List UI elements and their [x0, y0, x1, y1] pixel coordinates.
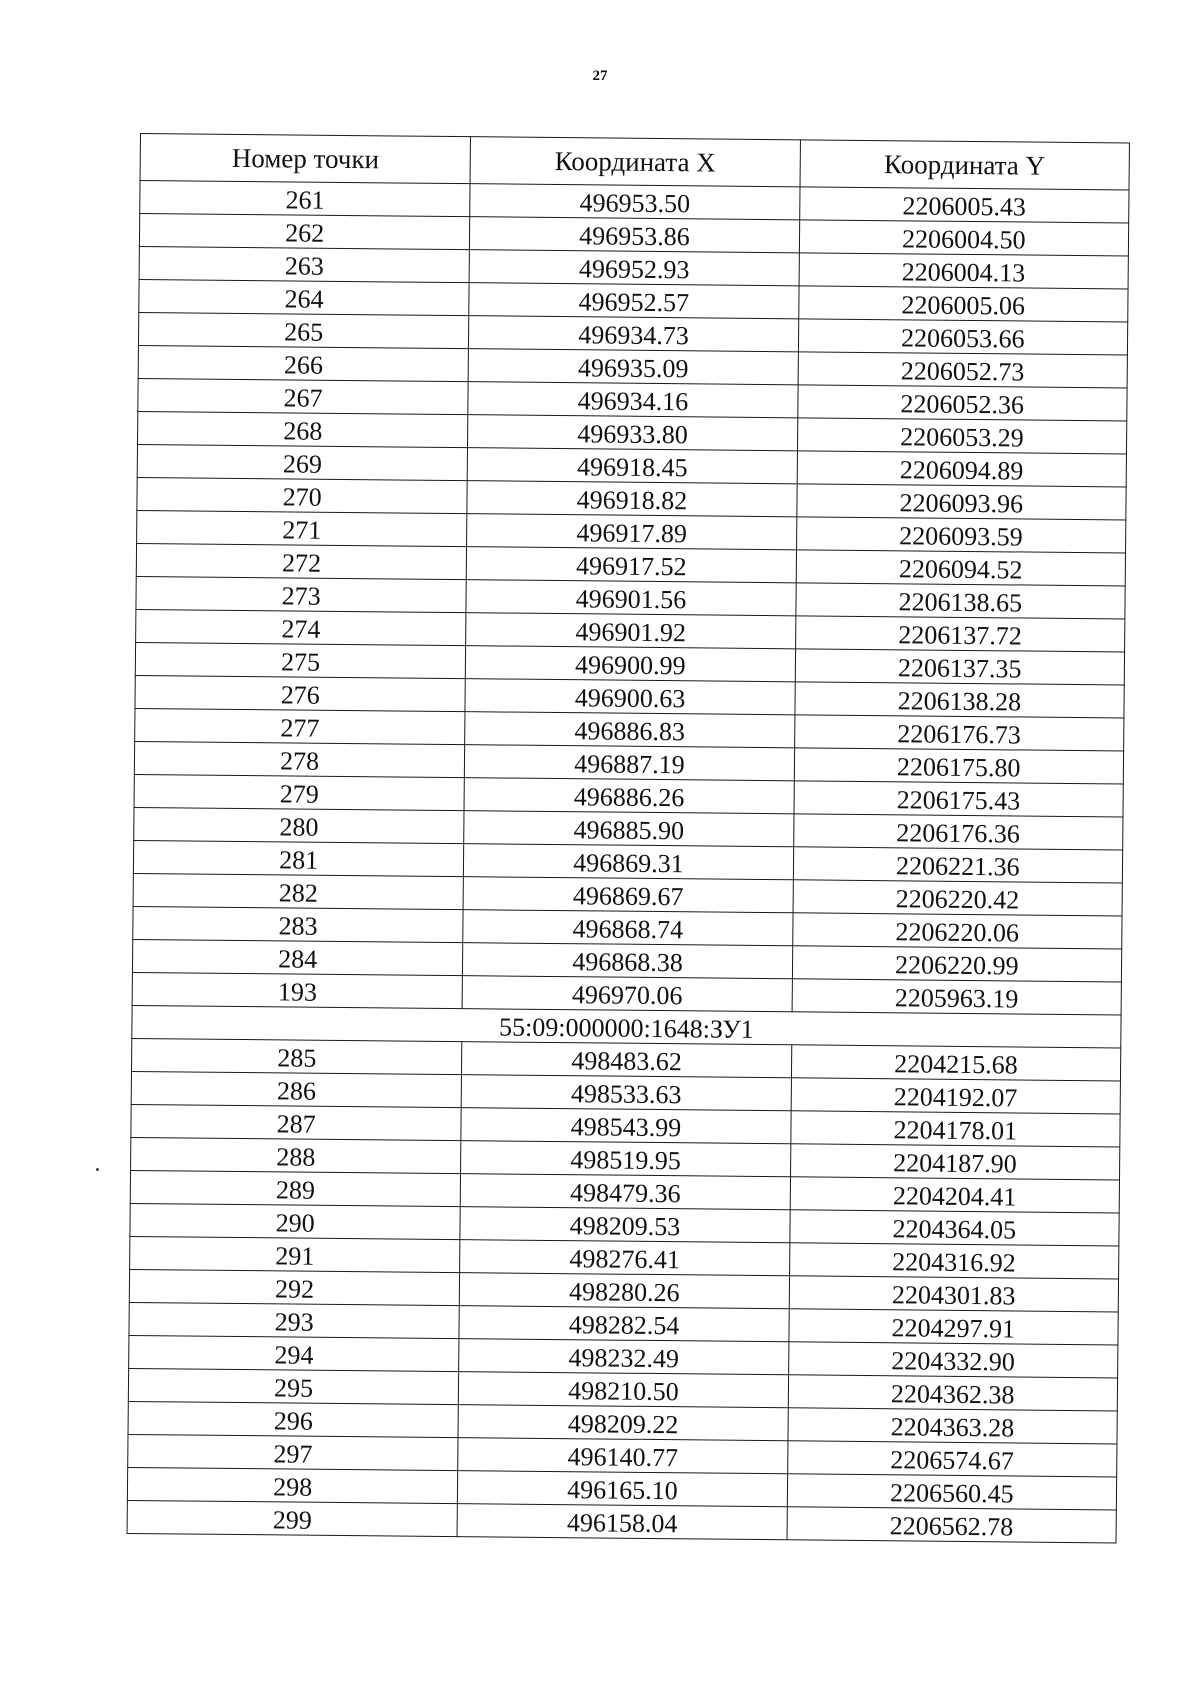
coordinate-y-cell: 2204301.83	[789, 1276, 1119, 1312]
point-number-cell: 293	[129, 1302, 460, 1338]
coordinate-y-cell: 2206004.13	[799, 253, 1129, 289]
header-coordinate-x: Координата X	[470, 137, 800, 187]
coordinate-y-cell: 2204364.05	[790, 1210, 1120, 1246]
coordinate-y-cell: 2206093.59	[796, 517, 1126, 553]
coordinate-y-cell: 2206560.45	[787, 1474, 1117, 1510]
section-title: 55:09:000000:1648:ЗУ1	[132, 1005, 1121, 1047]
coordinate-x-cell: 496952.93	[469, 250, 799, 286]
coordinate-y-cell: 2206137.72	[795, 616, 1125, 652]
coordinate-y-cell: 2206220.06	[792, 913, 1122, 949]
point-number-cell: 266	[138, 345, 469, 381]
point-number-cell: 290	[130, 1203, 461, 1239]
page-number: 27	[592, 68, 608, 84]
coordinate-y-cell: 2206004.50	[799, 220, 1129, 256]
point-number-cell: 279	[134, 774, 465, 810]
coordinate-x-cell: 496887.19	[465, 745, 795, 781]
coordinate-x-cell: 496868.74	[463, 910, 793, 946]
coordinate-x-cell: 498543.99	[461, 1108, 791, 1144]
point-number-cell: 292	[129, 1269, 460, 1305]
coordinate-x-cell: 498280.26	[460, 1273, 790, 1309]
point-number-cell: 269	[137, 444, 468, 480]
coordinate-x-cell: 496140.77	[458, 1438, 788, 1474]
point-number-cell: 271	[137, 510, 468, 546]
coordinate-y-cell: 2206138.28	[795, 682, 1125, 718]
coordinate-y-cell: 2206053.66	[798, 319, 1128, 355]
coordinate-y-cell: 2206220.42	[793, 880, 1123, 916]
coordinate-x-cell: 496868.38	[463, 943, 793, 979]
coordinate-x-cell: 496953.50	[470, 184, 800, 220]
coordinate-x-cell: 496952.57	[469, 283, 799, 319]
point-number-cell: 298	[127, 1467, 458, 1503]
point-number-cell: 287	[131, 1104, 462, 1140]
point-number-cell: 274	[136, 609, 467, 645]
coordinate-x-cell: 496935.09	[468, 349, 798, 385]
coordinate-x-cell: 496934.16	[468, 382, 798, 418]
point-number-cell: 275	[135, 642, 466, 678]
point-number-cell: 295	[128, 1368, 459, 1404]
coordinate-x-cell: 496970.06	[462, 976, 792, 1012]
coordinate-x-cell: 496900.63	[465, 679, 795, 715]
point-number-cell: 285	[131, 1038, 462, 1074]
coordinate-x-cell: 496933.80	[468, 415, 798, 451]
coordinate-y-cell: 2204363.28	[788, 1408, 1118, 1444]
point-number-cell: 284	[132, 939, 463, 975]
coordinate-y-cell: 2206052.73	[798, 352, 1128, 388]
point-number-cell: 288	[131, 1137, 462, 1173]
coordinate-y-cell: 2206562.78	[787, 1507, 1117, 1543]
coordinate-y-cell: 2204204.41	[790, 1177, 1120, 1213]
coordinate-x-cell: 496901.92	[466, 613, 796, 649]
coordinate-x-cell: 498479.36	[461, 1174, 791, 1210]
scan-speck	[96, 1168, 99, 1171]
coordinate-y-cell: 2206176.73	[794, 715, 1124, 751]
coordinate-x-cell: 498519.95	[461, 1141, 791, 1177]
point-number-cell: 193	[132, 972, 463, 1008]
coordinate-y-cell: 2204215.68	[791, 1045, 1121, 1081]
coordinate-y-cell: 2204178.01	[790, 1111, 1120, 1147]
coordinate-y-cell: 2206138.65	[796, 583, 1126, 619]
coordinate-y-cell: 2206176.36	[793, 814, 1123, 850]
coordinate-x-cell: 496917.52	[467, 547, 797, 583]
point-number-cell: 264	[139, 279, 470, 315]
coordinate-y-cell: 2204187.90	[790, 1144, 1120, 1180]
point-number-cell: 286	[131, 1071, 462, 1107]
coordinate-x-cell: 496900.99	[466, 646, 796, 682]
coordinate-x-cell: 498483.62	[462, 1042, 792, 1078]
point-number-cell: 283	[133, 906, 464, 942]
point-number-cell: 270	[137, 477, 468, 513]
coordinate-x-cell: 496869.67	[463, 877, 793, 913]
coordinate-x-cell: 498209.22	[458, 1405, 788, 1441]
point-number-cell: 281	[133, 840, 464, 876]
point-number-cell: 276	[135, 675, 466, 711]
coordinate-y-cell: 2206005.43	[799, 187, 1129, 223]
coordinate-x-cell: 496165.10	[458, 1471, 788, 1507]
coordinates-table	[127, 133, 1130, 1543]
coordinate-x-cell: 498533.63	[461, 1075, 791, 1111]
point-number-cell: 278	[134, 741, 465, 777]
point-number-cell: 263	[139, 246, 470, 282]
point-number-cell: 282	[133, 873, 464, 909]
table-body	[127, 181, 1129, 1543]
coordinate-x-cell: 496886.26	[464, 778, 794, 814]
coordinate-y-cell: 2204192.07	[791, 1078, 1121, 1114]
coordinate-x-cell: 498209.53	[460, 1207, 790, 1243]
coordinate-x-cell: 496934.73	[469, 316, 799, 352]
coordinate-y-cell: 2206094.89	[797, 451, 1127, 487]
coordinate-y-cell: 2206052.36	[797, 385, 1127, 421]
coordinate-y-cell: 2204316.92	[789, 1243, 1119, 1279]
point-number-cell: 294	[129, 1335, 460, 1371]
coordinate-y-cell: 2206137.35	[795, 649, 1125, 685]
coordinate-y-cell: 2204297.91	[789, 1309, 1119, 1345]
point-number-cell: 272	[136, 543, 467, 579]
point-number-cell: 289	[130, 1170, 461, 1206]
coordinate-y-cell: 2206094.52	[796, 550, 1126, 586]
coordinate-y-cell: 2206175.43	[794, 781, 1124, 817]
coordinate-x-cell: 498232.49	[459, 1339, 789, 1375]
coordinate-x-cell: 496901.56	[466, 580, 796, 616]
coordinate-x-cell: 496886.83	[465, 712, 795, 748]
coordinate-x-cell: 498282.54	[459, 1306, 789, 1342]
point-number-cell: 277	[135, 708, 466, 744]
coordinate-y-cell: 2206005.06	[798, 286, 1128, 322]
point-number-cell: 267	[138, 378, 469, 414]
coordinate-y-cell: 2206221.36	[793, 847, 1123, 883]
coordinate-y-cell: 2204362.38	[788, 1375, 1118, 1411]
coordinate-x-cell: 498210.50	[459, 1372, 789, 1408]
point-number-cell: 297	[128, 1434, 459, 1470]
header-coordinate-y: Координата Y	[800, 140, 1130, 190]
coordinate-y-cell: 2206574.67	[787, 1441, 1117, 1477]
coordinate-x-cell: 496953.86	[470, 217, 800, 253]
point-number-cell: 291	[130, 1236, 461, 1272]
header-point-number: Номер точки	[140, 134, 471, 184]
point-number-cell: 265	[138, 312, 469, 348]
coordinate-x-cell: 496885.90	[464, 811, 794, 847]
coordinate-y-cell: 2206093.96	[796, 484, 1126, 520]
coordinate-x-cell: 498276.41	[460, 1240, 790, 1276]
coordinate-y-cell: 2205963.19	[792, 979, 1122, 1015]
coordinate-y-cell: 2206053.29	[797, 418, 1127, 454]
point-number-cell: 299	[127, 1500, 458, 1536]
coordinate-y-cell: 2206175.80	[794, 748, 1124, 784]
coordinate-y-cell: 2206220.99	[792, 946, 1122, 982]
point-number-cell: 273	[136, 576, 467, 612]
coordinate-x-cell: 496158.04	[457, 1504, 787, 1540]
point-number-cell: 280	[134, 807, 465, 843]
point-number-cell: 262	[139, 214, 470, 250]
coordinate-x-cell: 496918.82	[467, 481, 797, 517]
point-number-cell: 268	[138, 411, 469, 447]
point-number-cell: 261	[140, 181, 471, 217]
coordinate-y-cell: 2204332.90	[788, 1342, 1118, 1378]
point-number-cell: 296	[128, 1401, 459, 1437]
coordinate-x-cell: 496917.89	[467, 514, 797, 550]
coordinate-x-cell: 496869.31	[464, 844, 794, 880]
coordinate-x-cell: 496918.45	[467, 448, 797, 484]
